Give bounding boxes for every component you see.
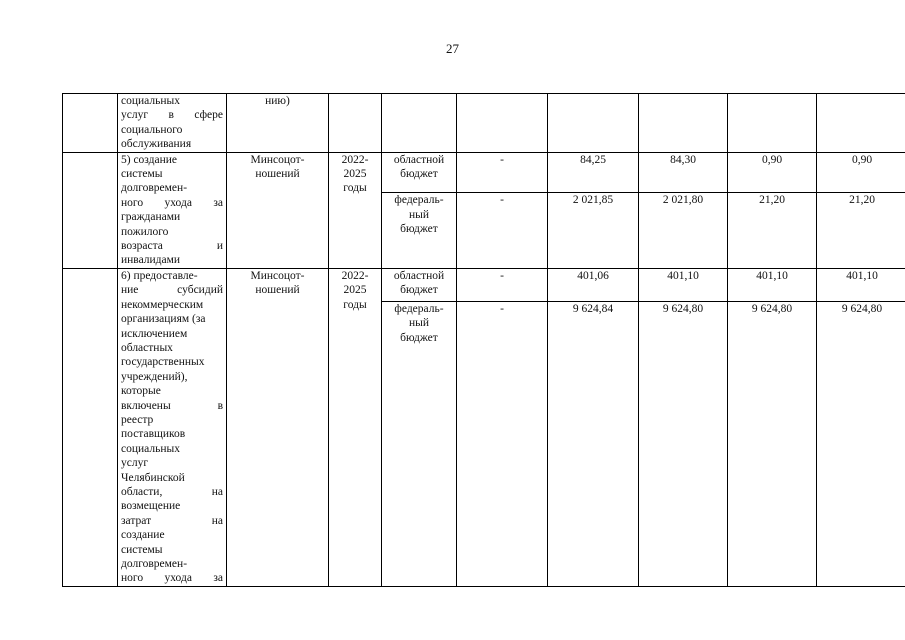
period-cell bbox=[329, 152, 382, 268]
name-line: организациям (за bbox=[121, 313, 206, 326]
name-line: области, на bbox=[121, 485, 223, 498]
name-line: гражданами bbox=[121, 211, 181, 224]
budget-line: областной bbox=[393, 153, 445, 166]
value-cell: - bbox=[457, 193, 548, 268]
budget-source-cell bbox=[382, 268, 457, 301]
name-line: возмещение bbox=[121, 500, 181, 513]
name-line: некоммерческим bbox=[121, 298, 204, 311]
value-cell: 401,06 bbox=[548, 268, 639, 301]
name-line: возраста и bbox=[121, 240, 223, 253]
budget-line: федераль- bbox=[394, 302, 444, 315]
budget-line: ный bbox=[408, 208, 430, 221]
value-cell: - bbox=[457, 268, 548, 301]
value-cell: 21,20 bbox=[817, 193, 905, 268]
budget-source-cell bbox=[382, 193, 457, 268]
measure-name-cell bbox=[118, 268, 227, 586]
name-line: услуг bbox=[121, 457, 149, 470]
name-line: включены в bbox=[121, 399, 223, 412]
value-cell: 9 624,80 bbox=[728, 301, 817, 586]
name-line: социальных bbox=[121, 442, 180, 455]
name-line: 5) создание bbox=[121, 153, 178, 166]
name-line: системы bbox=[121, 543, 163, 556]
value-cell: 2 021,80 bbox=[639, 193, 728, 268]
value-cell: - bbox=[457, 301, 548, 586]
value-cell: 401,10 bbox=[639, 268, 728, 301]
cell-blank bbox=[63, 268, 118, 586]
budget-line: бюджет bbox=[400, 331, 438, 344]
executor-cell bbox=[227, 94, 329, 153]
period-line: 2025 bbox=[343, 284, 367, 297]
measure-name-cell bbox=[118, 152, 227, 268]
name-line: социального bbox=[121, 123, 183, 136]
value-cell: 401,10 bbox=[728, 268, 817, 301]
executor-line: ношений bbox=[255, 284, 300, 297]
executor-line: Минсоцот- bbox=[250, 153, 305, 166]
name-line: услуг в сфере bbox=[121, 109, 223, 122]
period-line: 2022- bbox=[341, 269, 369, 282]
name-line: ного ухода за bbox=[121, 196, 223, 209]
period-cell bbox=[329, 268, 382, 586]
value-cell: 2 021,85 bbox=[548, 193, 639, 268]
budget-source-cell bbox=[382, 301, 457, 586]
name-line: которые bbox=[121, 385, 161, 398]
value-cell: 21,20 bbox=[728, 193, 817, 268]
cell-blank bbox=[63, 94, 118, 153]
name-line: затрат на bbox=[121, 514, 223, 527]
table-row-item6-regional bbox=[63, 268, 905, 301]
name-line: 6) предоставле- bbox=[121, 269, 198, 282]
cell-blank bbox=[639, 94, 728, 153]
name-line: создание bbox=[121, 529, 165, 542]
period-line: 2022- bbox=[341, 153, 369, 166]
name-line: государственных bbox=[121, 356, 205, 369]
name-line: инвалидами bbox=[121, 254, 181, 267]
budget-line: бюджет bbox=[400, 284, 438, 297]
cell-blank bbox=[457, 94, 548, 153]
period-line: годы bbox=[343, 298, 367, 311]
value-cell: - bbox=[457, 152, 548, 193]
value-cell: 84,30 bbox=[639, 152, 728, 193]
cell-blank bbox=[548, 94, 639, 153]
name-line: ние субсидий bbox=[121, 284, 223, 297]
name-line: долговремен- bbox=[121, 182, 188, 195]
measure-name-cell bbox=[118, 94, 227, 153]
budget-line: бюджет bbox=[400, 223, 438, 236]
cell-blank bbox=[817, 94, 905, 153]
name-line: областных bbox=[121, 341, 173, 354]
name-line: пожилого bbox=[121, 225, 169, 238]
name-line: долговремен- bbox=[121, 558, 188, 570]
budget-line: федераль- bbox=[394, 194, 444, 207]
executor-line: ношений bbox=[255, 168, 300, 181]
value-cell: 84,25 bbox=[548, 152, 639, 193]
executor-line: Минсоцот- bbox=[250, 269, 305, 282]
name-line: исключением bbox=[121, 327, 188, 340]
name-line: ного ухода за bbox=[121, 572, 223, 585]
program-table bbox=[62, 93, 905, 587]
cell-blank bbox=[728, 94, 817, 153]
cell-blank bbox=[329, 94, 382, 153]
name-line: социальных bbox=[121, 95, 180, 107]
budget-source-cell bbox=[382, 152, 457, 193]
value-cell: 9 624,80 bbox=[639, 301, 728, 586]
budget-line: бюджет bbox=[400, 168, 438, 181]
name-line: поставщиков bbox=[121, 428, 186, 441]
name-line: системы bbox=[121, 168, 163, 181]
table-row-item5-regional bbox=[63, 152, 905, 193]
executor-text: нию) bbox=[265, 95, 290, 107]
budget-line: областной bbox=[393, 269, 445, 282]
executor-cell bbox=[227, 152, 329, 268]
name-line: реестр bbox=[121, 413, 154, 426]
value-cell: 0,90 bbox=[728, 152, 817, 193]
name-line: учреждений), bbox=[121, 370, 188, 383]
page-number: 27 bbox=[446, 41, 459, 56]
cell-blank bbox=[63, 152, 118, 268]
budget-line: ный bbox=[408, 317, 430, 330]
period-line: годы bbox=[343, 182, 367, 195]
value-cell: 0,90 bbox=[817, 152, 905, 193]
period-line: 2025 bbox=[343, 168, 367, 181]
value-cell: 9 624,84 bbox=[548, 301, 639, 586]
value-cell: 9 624,80 bbox=[817, 301, 905, 586]
table-row-continuation bbox=[63, 94, 905, 153]
value-cell: 401,10 bbox=[817, 268, 905, 301]
executor-cell bbox=[227, 268, 329, 586]
name-line: Челябинской bbox=[121, 471, 185, 484]
cell-blank bbox=[382, 94, 457, 153]
name-line: обслуживания bbox=[121, 138, 192, 151]
